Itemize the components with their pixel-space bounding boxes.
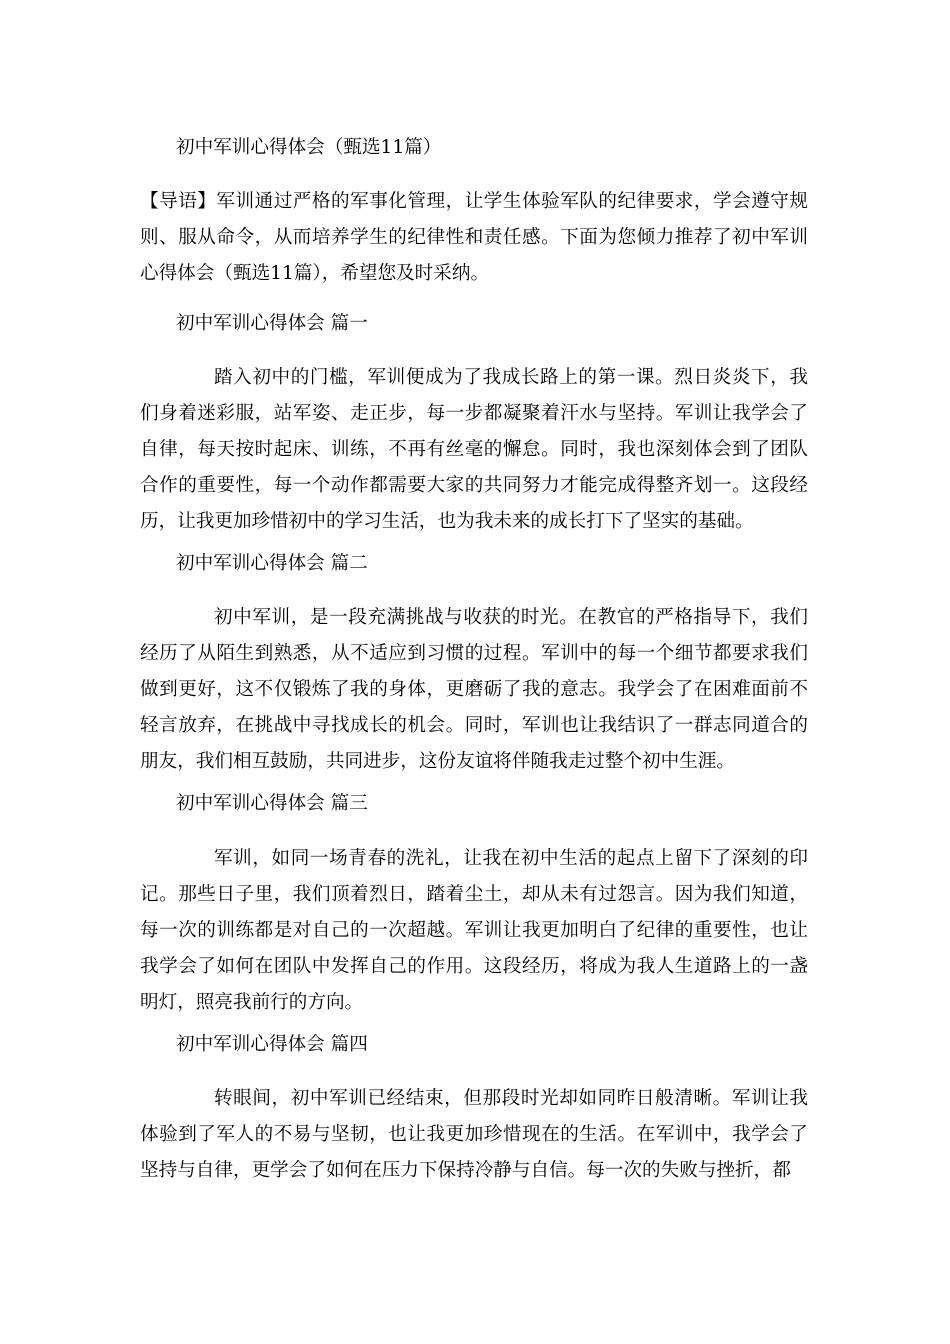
section-heading-4: 初中军训心得体会 篇四 xyxy=(176,1034,368,1055)
document-title: 初中军训心得体会（甄选11篇） xyxy=(176,137,442,158)
section-body-2: 初中军训，是一段充满挑战与收获的时光。在教官的严格指导下，我们经历了从陌生到熟悉，从不适应到习惯的过程。军训中的每一个细节都要求我们做到更好，这不仅锻炼了我的身体，更磨砺了我的意志。我学会了在困难面前不轻言放弃，在挑战中寻找成长的机会。同时，军训也让我结识了一群志同道合的朋友，我们相互鼓励，共同进步，这份友谊将伴随我走过整个初中生涯。 xyxy=(140,607,808,772)
intro-paragraph: 【导语】军训通过严格的军事化管理，让学生体验军队的纪律要求，学会遵守规则、服从命令，从而培养学生的纪律性和责任感。下面为您倾力推荐了初中军训心得体会（甄选11篇），希望您及时采纳。 xyxy=(140,191,808,284)
section-body-3: 军训，如同一场青春的洗礼，让我在初中生活的起点上留下了深刻的印记。那些日子里，我们顶着烈日，踏着尘土，却从未有过怨言。因为我们知道，每一次的训练都是对自己的一次超越。军训让我更加明白了纪律的重要性，也让我学会了如何在团队中发挥自己的作用。这段经历，将成为我人生道路上的一盏明灯，照亮我前行的方向。 xyxy=(140,848,808,1013)
section-body-1: 踏入初中的门槛，军训便成为了我成长路上的第一课。烈日炎炎下，我们身着迷彩服，站军姿、走正步，每一步都凝聚着汗水与坚持。军训让我学会了自律，每天按时起床、训练，不再有丝毫的懈怠。同时，我也深刻体会到了团队合作的重要性，每一个动作都需要大家的共同努力才能完成得整齐划一。这段经历，让我更加珍惜初中的学习生活，也为我未来的成长打下了坚实的基础。 xyxy=(140,367,808,532)
section-heading-1: 初中军训心得体会 篇一 xyxy=(176,313,368,334)
section-heading-3: 初中军训心得体会 篇三 xyxy=(176,793,368,814)
section-body-4: 转眼间，初中军训已经结束，但那段时光却如同昨日般清晰。军训让我体验到了军人的不易与坚韧，也让我更加珍惜现在的生活。在军训中，我学会了坚持与自律，更学会了如何在压力下保持冷静与自信。每一次的失败与挫折，都 xyxy=(140,1088,808,1181)
section-heading-2: 初中军训心得体会 篇二 xyxy=(176,553,368,574)
